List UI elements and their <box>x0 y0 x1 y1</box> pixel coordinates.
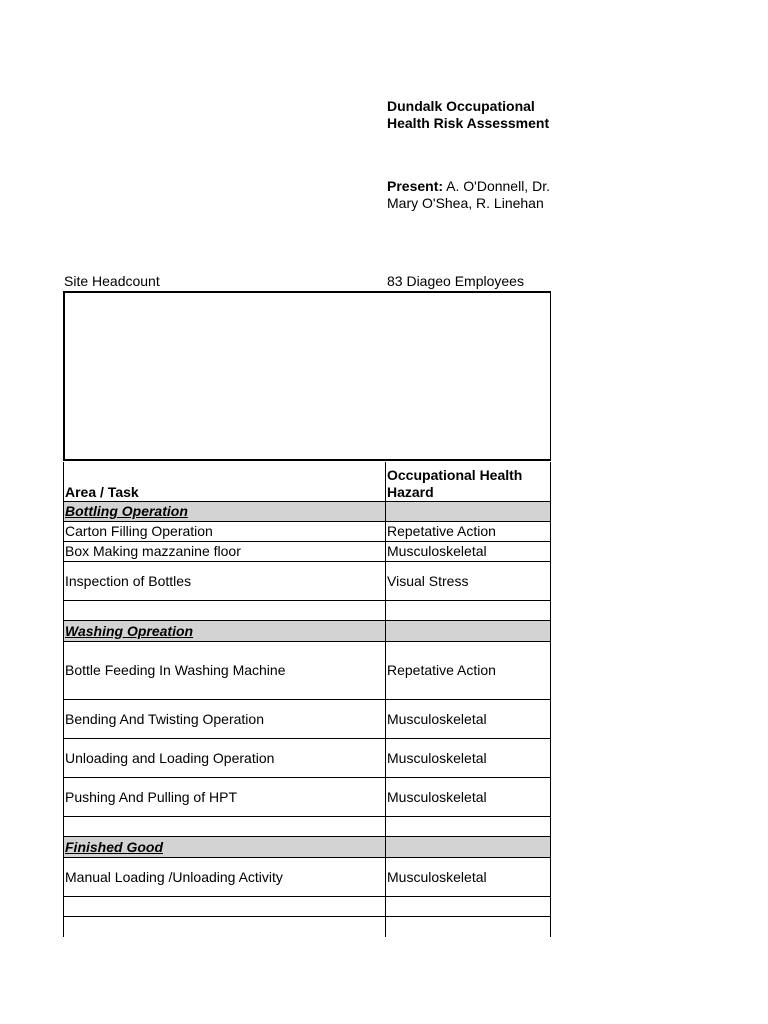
table-row <box>63 858 551 897</box>
task-cell <box>63 601 385 620</box>
header-hazard: Occupational Health Hazard <box>385 462 551 501</box>
hazard-cell: Musculoskeletal <box>385 542 551 561</box>
table-row <box>63 502 551 522</box>
task-cell: Inspection of Bottles <box>63 562 385 600</box>
hazard-cell <box>385 621 551 641</box>
table-row <box>63 897 551 917</box>
table-row <box>63 542 551 562</box>
table-row <box>63 700 551 739</box>
present-names: A. O'Donnell, Dr. Mary O'Shea, R. Linehan <box>387 178 550 211</box>
hazard-cell <box>385 917 551 937</box>
hazard-cell: Musculoskeletal <box>385 778 551 816</box>
hazard-cell <box>385 502 551 521</box>
task-cell: Manual Loading /Unloading Activity <box>63 858 385 896</box>
task-cell: Bottle Feeding In Washing Machine <box>63 642 385 699</box>
table-row <box>63 601 551 621</box>
table-row <box>63 562 551 601</box>
task-cell <box>63 817 385 836</box>
task-cell: Carton Filling Operation <box>63 522 385 541</box>
hazard-cell: Musculoskeletal <box>385 858 551 896</box>
table-header-row <box>63 462 551 502</box>
hazard-cell: Musculoskeletal <box>385 739 551 777</box>
table-row <box>63 642 551 700</box>
present-label: Present: <box>387 178 444 194</box>
task-cell: Pushing And Pulling of HPT <box>63 778 385 816</box>
blank-notes-box <box>63 291 551 461</box>
table-row <box>63 817 551 837</box>
table-row <box>63 778 551 817</box>
blank-notes-box-edge <box>550 291 551 461</box>
hazard-cell: Musculoskeletal <box>385 700 551 738</box>
hazard-cell: Visual Stress <box>385 562 551 600</box>
risk-assessment-table <box>63 462 551 937</box>
section-title: Bottling Operation <box>63 502 385 521</box>
section-title: Washing Opreation <box>63 621 385 641</box>
hazard-cell <box>385 601 551 620</box>
headcount-label: Site Headcount <box>64 273 160 289</box>
hazard-cell <box>385 817 551 836</box>
task-cell <box>63 917 385 937</box>
header-area-task: Area / Task <box>63 462 385 501</box>
attendees <box>387 178 557 212</box>
hazard-cell: Repetative Action <box>385 642 551 699</box>
table-row <box>63 837 551 858</box>
table-row <box>63 739 551 778</box>
task-cell: Box Making mazzanine floor <box>63 542 385 561</box>
task-cell: Bending And Twisting Operation <box>63 700 385 738</box>
table-row <box>63 621 551 642</box>
section-title: Finished Good <box>63 837 385 857</box>
task-cell: Unloading and Loading Operation <box>63 739 385 777</box>
headcount-value: 83 Diageo Employees <box>387 273 524 289</box>
table-row <box>63 917 551 937</box>
hazard-cell <box>385 897 551 916</box>
task-cell <box>63 897 385 916</box>
document-title: Dundalk Occupational Health Risk Assessment <box>387 98 550 131</box>
hazard-cell: Repetative Action <box>385 522 551 541</box>
hazard-cell <box>385 837 551 857</box>
table-row <box>63 522 551 542</box>
